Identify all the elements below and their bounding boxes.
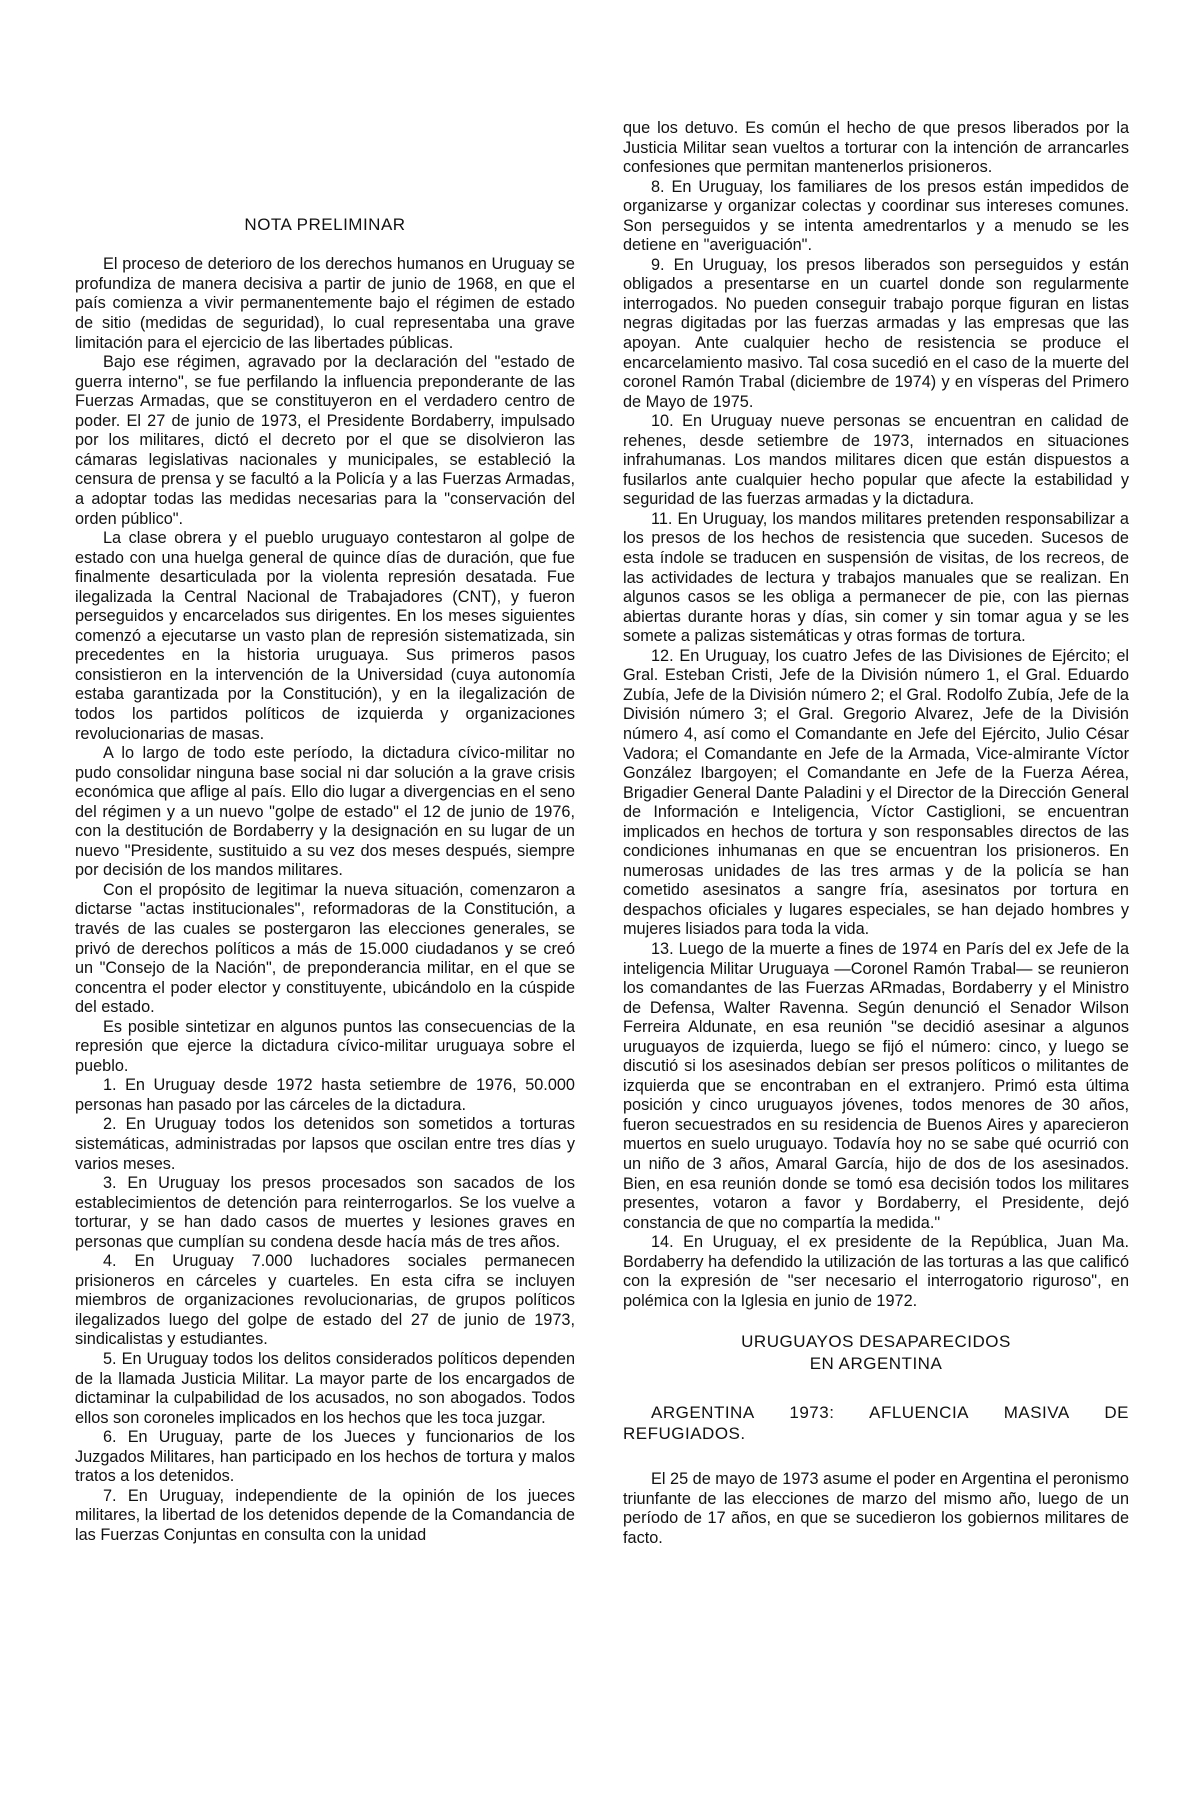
- list-item: 4. En Uruguay 7.000 luchadores sociales permanecen prisioneros en cárceles y cuarteles. En esta cifra se incluyen miembros de organizaciones revolucionarias, de grupos políticos ilegalizados luego del golpe de estado del 27 de junio de 1973, sindicalistas y estudiantes.: [75, 1252, 575, 1349]
- section-title: ARGENTINA 1973: AFLUENCIA MASIVA DE REFUGIADOS.: [623, 1402, 1129, 1443]
- paragraph: El proceso de deterioro de los derechos humanos en Uruguay se profundiza de manera decisiva a partir de junio de 1968, en que el país comienza a vivir permanentemente bajo el régimen de estado de sitio (medidas de seguridad), lo cual representaba una grave limitación para el ejercicio de las libertades públicas.: [75, 255, 575, 352]
- list-item: 14. En Uruguay, el ex presidente de la República, Juan Ma. Bordaberry ha defendido la utilización de las torturas a las que calificó con la expresión de "ser necesario el interrogatorio riguroso", en polémica con la Iglesia en junio de 1972.: [623, 1233, 1129, 1310]
- paragraph: A lo largo de todo este período, la dictadura cívico-militar no pudo consolidar ninguna base social ni dar solución a la grave crisis económica que aflige al país. Ello dio lugar a divergencias en el seno del régimen y a un nuevo "golpe de estado" el 12 de junio de 1976, con la destitución de Bordaberry y la designación en su lugar de un nuevo "Presidente, sustituido a su vez dos meses después, siempre por decisión de los mandos militares.: [75, 744, 575, 880]
- paragraph: La clase obrera y el pueblo uruguayo contestaron al golpe de estado con una huelga general de quince días de duración, que fue finalmente desarticulada por la violenta represión desatada. Fue ilegalizada la Central Nacional de Trabajadores (CNT), y fueron perseguidos y encarcelados sus dirigentes. En los meses siguientes comenzó a ejecutarse un vasto plan de represión sistematizada, sin precedentes en la historia uruguaya. Sus primeros pasos consistieron en la intervención de la Universidad (cuya autonomía estaba garantizada por la Constitución), y en la ilegalización de todos los partidos políticos de izquierda y organizaciones revolucionarias de masas.: [75, 529, 575, 743]
- list-item: 8. En Uruguay, los familiares de los presos están impedidos de organizarse y organizar colectas y coordinar sus intereses comunes. Son perseguidos y se intenta amedrentarlos y a menudo se les detiene en "averiguación".: [623, 177, 1129, 255]
- section-heading: [623, 1331, 1129, 1375]
- left-column: [75, 215, 575, 1545]
- paragraph: Bajo ese régimen, agravado por la declaración del "estado de guerra interno", se fue perfilando la influencia preponderante de las Fuerzas Armadas, que se constituyeron en el verdadero centro de poder. El 27 de junio de 1973, el Presidente Bordaberry, impulsado por los militares, dictó el decreto por el que se disolvieron las cámaras legislativas nacionales y municipales, se estableció la censura de prensa y se facultó a la Policía y a las Fuerzas Armadas, a adoptar todas las medidas necesarias para la "conservación del orden público".: [75, 353, 575, 528]
- list-item: 6. En Uruguay, parte de los Jueces y funcionarios de los Juzgados Militares, han participado en los hechos de tortura y malos tratos a los detenidos.: [75, 1428, 575, 1486]
- section-heading-line: EN ARGENTINA: [809, 1354, 943, 1374]
- list-item: 7. En Uruguay, independiente de la opinión de los jueces militares, la libertad de los detenidos depende de la Comandancia de las Fuerzas Conjuntas en consulta con la unidad: [75, 1486, 575, 1544]
- right-column: [623, 119, 1129, 1548]
- page-heading: NOTA PRELIMINAR: [244, 215, 406, 234]
- list-item: 11. En Uruguay, los mandos militares pretenden responsabilizar a los presos de los hechos de resistencia que suceden. Sucesos de esta índole se traducen en suspensión de visitas, de los recreos, de las actividades de lectura y trabajos manuales que se realizan. En algunos casos se les obliga a permanecer de pie, con las piernas abiertas durante horas y días, sin comer y sin tomar agua y se les somete a palizas sistemáticas y otras formas de tortura.: [623, 509, 1129, 646]
- list-item: 5. En Uruguay todos los delitos considerados políticos dependen de la llamada Justicia Militar. La mayor parte de los encargados de dictaminar la culpabilidad de los acusados, no son abogados. Todos ellos son coroneles implicados en los hechos que les toca juzgar.: [75, 1350, 575, 1427]
- paragraph: Con el propósito de legitimar la nueva situación, comenzaron a dictarse "actas institucionales", reformadoras de la Constitución, a través de las cuales se postergaron las elecciones generales, se privó de derechos políticos a más de 15.000 ciudadanos y se creó un "Consejo de la Nación", de preponderancia militar, en el que se concentra el poder elector y constituyente, ubicándolo en la cúspide del estado.: [75, 880, 575, 1017]
- paragraph: Es posible sintetizar en algunos puntos las consecuencias de la represión que ejerce la dictadura cívico-militar uruguaya sobre el pueblo.: [75, 1017, 575, 1075]
- list-item: 9. En Uruguay, los presos liberados son perseguidos y están obligados a presentarse en un cuartel donde son regularmente interrogados. No pueden conseguir trabajo porque figuran en listas negras digitadas por las fuerzas armadas y las empresas que las apoyan. Ante cualquier hecho de resistencia se produce el encarcelamiento masivo. Tal cosa sucedió en el caso de la muerte del coronel Ramón Trabal (diciembre de 1974) y en vísperas del Primero de Mayo de 1975.: [623, 255, 1129, 411]
- list-item: 12. En Uruguay, los cuatro Jefes de las Divisiones de Ejército; el Gral. Esteban Cristi, Jefe de la División número 1, el Gral. Eduardo Zubía, Jefe de la División número 2; el Gral. Rodolfo Zubía, Jefe de la División número 3; el Gral. Gregorio Alvarez, Jefe de la División número 4, así como el Comandante en Jefe del Ejército, Julio César Vadora; el Comandante en Jefe de la Armada, Vice-almirante Víctor González Ibargoyen; el Comandante en Jefe de la Fuerza Aérea, Brigadier General Dante Paladini y el Director de la Dirección General de Información e Inteligencia, Víctor Castiglioni, se encuentran implicados en hechos de tortura y son responsables directos de las condiciones inhumanas en que se encuentran los prisioneros. En numerosas unidades de las tres armas y de la policía se han cometido asesinatos a sangre fría, asesinatos por tortura en despachos oficiales y lugares especiales, se han dejado hombres y mujeres lisiados para toda la vida.: [623, 646, 1129, 939]
- list-item: 13. Luego de la muerte a fines de 1974 en París del ex Jefe de la inteligencia Militar Uruguaya —Coronel Ramón Trabal— se reunieron los comandantes de las Fuerzas ARmadas, Bordaberry y el Ministro de Defensa, Walter Ravenna. Según denunció el Senador Wilson Ferreira Aldunate, en esa reunión "se decidió asesinar a algunos uruguayos de izquierda, luego se fijó el número: cinco, y luego se discutió si los asesinados debían ser presos políticos o militantes de izquierda que se encontraban en el extranjero. Primó esta última posición y cinco uruguayos jóvenes, todos menores de 30 años, fueron secuestrados en su residencia de Buenos Aires y aparecieron muertos en suelo uruguayo. Todavía hoy no se sabe qué ocurrió con un niño de 3 años, Amaral García, hijo de dos de los asesinados. Bien, en esa reunión donde se tomó esa decisión todos los militares presentes, votaron a favor y Bordaberry, el Presidente, dejó constancia de que no compartía la medida.": [623, 939, 1129, 1232]
- paragraph-continued: que los detuvo. Es común el hecho de que presos liberados por la Justicia Militar sean vueltos a torturar con la intención de arrancarles confesiones que permitan mantenerlos prisioneros.: [623, 119, 1129, 177]
- paragraph: El 25 de mayo de 1973 asume el poder en Argentina el peronismo triunfante de las elecciones de marzo del mismo año, luego de un período de 17 años, en que se sucedieron los gobiernos militares de facto.: [623, 1470, 1129, 1547]
- list-item: 1. En Uruguay desde 1972 hasta setiembre de 1976, 50.000 personas han pasado por las cárceles de la dictadura.: [75, 1076, 575, 1114]
- section-heading-line: URUGUAYOS DESAPARECIDOS: [741, 1332, 1011, 1352]
- list-item: 2. En Uruguay todos los detenidos son sometidos a torturas sistemáticas, administradas por lapsos que oscilan entre tres días y varios meses.: [75, 1115, 575, 1173]
- list-item: 10. En Uruguay nueve personas se encuentran en calidad de rehenes, desde setiembre de 1973, internados en situaciones infrahumanas. Los mandos militares dicen que están dispuestos a fusilarlos ante cualquier hecho popular que afecte la estabilidad y seguridad de las fuerzas armadas y la dictadura.: [623, 412, 1129, 509]
- list-item: 3. En Uruguay los presos procesados son sacados de los establecimientos de detención para reinterrogarlos. Se los vuelve a torturar, y se han dado casos de muertes y lesiones graves en personas que cumplían su condena desde hacía más de tres años.: [75, 1174, 575, 1251]
